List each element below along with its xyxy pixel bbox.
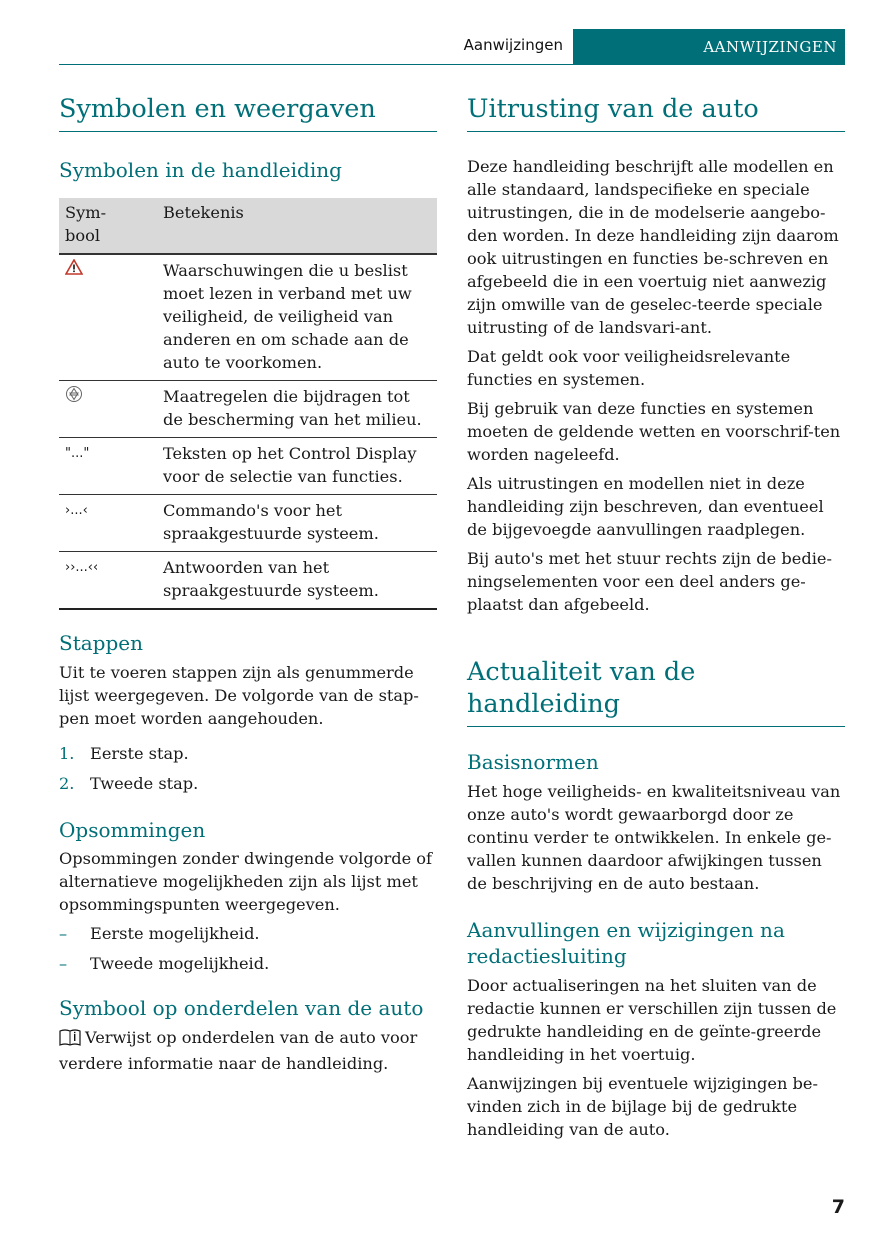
table-header-meaning: [146, 198, 437, 254]
recycle-icon: [65, 392, 83, 407]
table-row: [59, 438, 437, 495]
header-rule: [59, 64, 845, 65]
table-header-meaning-text: Betekenis: [163, 203, 244, 222]
right-column: [467, 93, 845, 1141]
table-cell-meaning: Maatregelen die bijdragen tot de bescherming van het milieu.: [146, 381, 437, 438]
steps-list: [59, 742, 437, 795]
basis-norms-text: Het hoge veiligheids- en kwaliteitsniveau van onze auto's wordt gewaarborgd door ze continu verder te ontwikkelen. In enkele ge-vallen kunnen daardoor afwijkingen tussen de beschrijving en de auto bestaan.: [467, 782, 841, 893]
table-cell-symbol: "...": [59, 438, 146, 495]
table-cell-symbol: ›...‹: [59, 495, 146, 552]
table-row: [59, 495, 437, 552]
enumerations-text: Opsommingen zonder dwingende volgorde of alternatieve mogelijkheden zijn als lijst met opsommingspunten weergegeven.: [59, 849, 433, 914]
list-item: [59, 742, 437, 765]
table-header-symbol-text: Sym- bool: [65, 203, 107, 245]
enumerations-heading: Opsommingen: [59, 818, 206, 842]
parts-symbol-text: [59, 1026, 437, 1075]
warning-triangle-icon: [65, 264, 83, 279]
table-cell-meaning: Waarschuwingen die u beslist moet lezen in verband met uw veiligheid, de veiligheid van anderen en om schade aan de auto te voorkomen.: [146, 254, 437, 381]
supplements-paragraph: Aanwijzingen bij eventuele wijzigingen be-vinden zich in de bijlage bij de gedrukte handleiding van de auto.: [467, 1074, 818, 1139]
table-cell-meaning: Antwoorden van het spraakgestuurde systeem.: [146, 552, 437, 610]
step-number: 1.: [59, 744, 75, 763]
table-cell-symbol: [59, 381, 146, 438]
table-cell-meaning: Commando's voor het spraakgestuurde systeem.: [146, 495, 437, 552]
step-number: 2.: [59, 774, 75, 793]
supplements-heading: Aanvullingen en wijzigingen na redactiesluiting: [467, 918, 785, 968]
steps-heading: Stappen: [59, 631, 143, 655]
step-text: Eerste stap.: [90, 744, 189, 763]
equipment-paragraph: Dat geldt ook voor veiligheidsrelevante functies en systemen.: [467, 347, 791, 389]
equipment-title: Uitrusting van de auto: [467, 93, 845, 132]
table-cell-meaning: Teksten op het Control Display voor de selectie van functies.: [146, 438, 437, 495]
enumerations-list: [59, 922, 437, 975]
list-item: [59, 952, 437, 975]
symbols-title: Symbolen en weergaven: [59, 93, 437, 132]
table-row: [59, 552, 437, 610]
table-row: [59, 381, 437, 438]
equipment-paragraph: Deze handleiding beschrijft alle modellen en alle standaard, landspecifieke en speciale uitrustingen, die in de modelserie aangebo-den worden. In deze handleiding zijn daarom ook uitrustingen en functies be-schreven en afgebeeld die in een voertuig niet aanwezig zijn omwille van de geselec-teerde speciale uitrusting of de landsvari-ant.: [467, 157, 839, 337]
symbols-manual-heading: Symbolen in de handleiding: [59, 158, 342, 182]
parts-symbol-heading: Symbool op onderdelen van de auto: [59, 996, 424, 1020]
equipment-paragraph: Als uitrustingen en modellen niet in deze handleiding zijn beschreven, dan eventueel de bijgevoegde aanvullingen raadplegen.: [467, 474, 824, 539]
table-header-symbol: [59, 198, 146, 254]
equipment-paragraph: Bij gebruik van deze functies en systemen moeten de geldende wetten en voorschrif-ten worden nageleefd.: [467, 399, 841, 464]
actuality-title: Actualiteit van de handleiding: [467, 656, 845, 727]
enum-text: Tweede mogelijkheid.: [90, 954, 270, 973]
table-cell-symbol: ››...‹‹: [59, 552, 146, 610]
list-item: [59, 922, 437, 945]
page-number: 7: [831, 1196, 845, 1218]
enum-text: Eerste mogelijkheid.: [90, 924, 260, 943]
header-chapter-label: AANWIJZINGEN: [703, 37, 837, 56]
basis-norms-heading: Basisnormen: [467, 750, 599, 774]
list-item: [59, 772, 437, 795]
table-row: [59, 254, 437, 381]
book-info-icon: [59, 1028, 81, 1052]
step-text: Tweede stap.: [90, 774, 199, 793]
table-cell-symbol: [59, 254, 146, 381]
supplements-paragraph: Door actualiseringen na het sluiten van de redactie kunnen er verschillen zijn tussen de gedrukte handleiding en de geïnte-greerde handleiding in het voertuig.: [467, 976, 837, 1064]
left-column: [59, 93, 437, 1075]
bullet: –: [59, 954, 68, 973]
header-section-label: Aanwijzingen: [463, 36, 563, 54]
header-chapter-band: [573, 29, 845, 64]
symbols-table: [59, 198, 437, 610]
bullet: –: [59, 924, 68, 943]
steps-text: Uit te voeren stappen zijn als genummerde lijst weergegeven. De volgorde van de stap-pen moet worden aangehouden.: [59, 663, 419, 728]
parts-symbol-description: Verwijst op onderdelen van de auto voor verdere informatie naar de handleiding.: [59, 1028, 418, 1073]
equipment-paragraph: Bij auto's met het stuur rechts zijn de bedie-ningselementen voor een deel anders ge-plaatst dan afgebeeld.: [467, 549, 832, 614]
